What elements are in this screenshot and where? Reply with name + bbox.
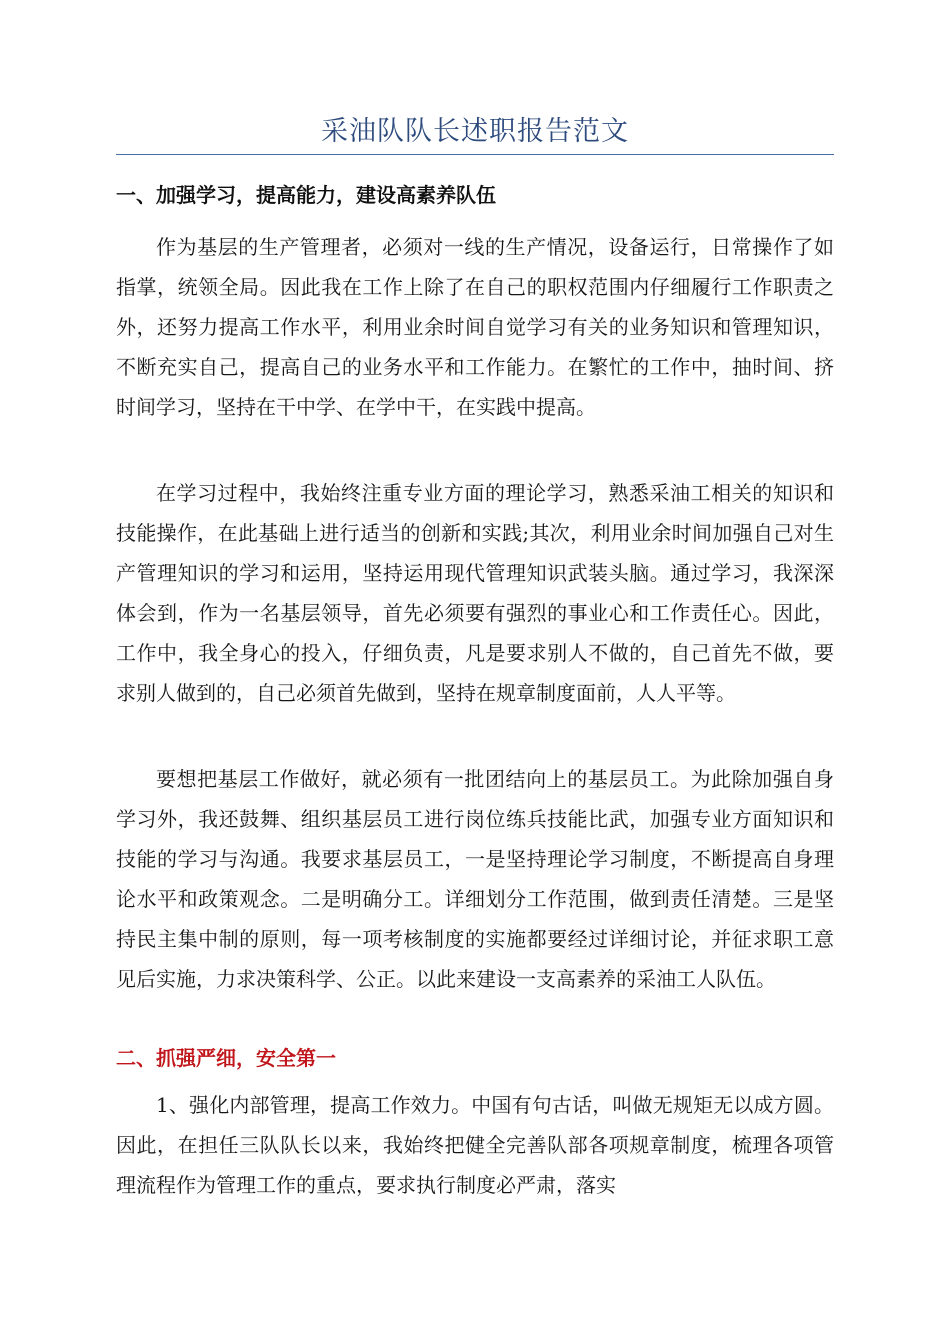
section-2-paragraph-1: 1、强化内部管理，提高工作效力。中国有句古话，叫做无规矩无以成方圆。因此，在担任三队队长以来，我始终把健全完善队部各项规章制度，梳理各项管理流程作为管理工作的重点，要求执行制度必严肃，落实 bbox=[116, 1093, 834, 1197]
title-underline bbox=[116, 154, 834, 155]
section-1-paragraph-3: 要想把基层工作做好，就必须有一批团结向上的基层员工。为此除加强自身学习外，我还鼓舞、组织基层员工进行岗位练兵技能比武，加强专业方面知识和技能的学习与沟通。我要求基层员工，一是坚持理论学习制度，不断提高自身理论水平和政策观念。二是明确分工。详细划分工作范围，做到责任清楚。三是坚持民主集中制的原则，每一项考核制度的实施都要经过详细讨论，并征求职工意见后实施，力求决策科学、公正。以此来建设一支高素养的采油工人队伍。 bbox=[116, 767, 834, 991]
section-heading-2: 二、抓强严细，安全第一 bbox=[116, 1046, 336, 1070]
document-title: 采油队队长述职报告范文 bbox=[321, 116, 629, 147]
section-1-paragraph-2: 在学习过程中，我始终注重专业方面的理论学习，熟悉采油工相关的知识和技能操作，在此基础上进行适当的创新和实践;其次，利用业余时间加强自己对生产管理知识的学习和运用，坚持运用现代管理知识武装头脑。通过学习，我深深体会到，作为一名基层领导，首先必须要有强烈的事业心和工作责任心。因此，工作中，我全身心的投入，仔细负责，凡是要求别人不做的，自己首先不做，要求别人做到的，自己必须首先做到，坚持在规章制度面前，人人平等。 bbox=[116, 481, 834, 705]
section-1-paragraph-1: 作为基层的生产管理者，必须对一线的生产情况，设备运行，日常操作了如指掌，统领全局。因此我在工作上除了在自己的职权范围内仔细履行工作职责之外，还努力提高工作水平，利用业余时间自觉学习有关的业务知识和管理知识，不断充实自己，提高自己的业务水平和工作能力。在繁忙的工作中，抽时间、挤时间学习，坚持在干中学、在学中干，在实践中提高。 bbox=[116, 235, 834, 419]
section-heading-1: 一、加强学习，提高能力，建设高素养队伍 bbox=[116, 183, 496, 207]
